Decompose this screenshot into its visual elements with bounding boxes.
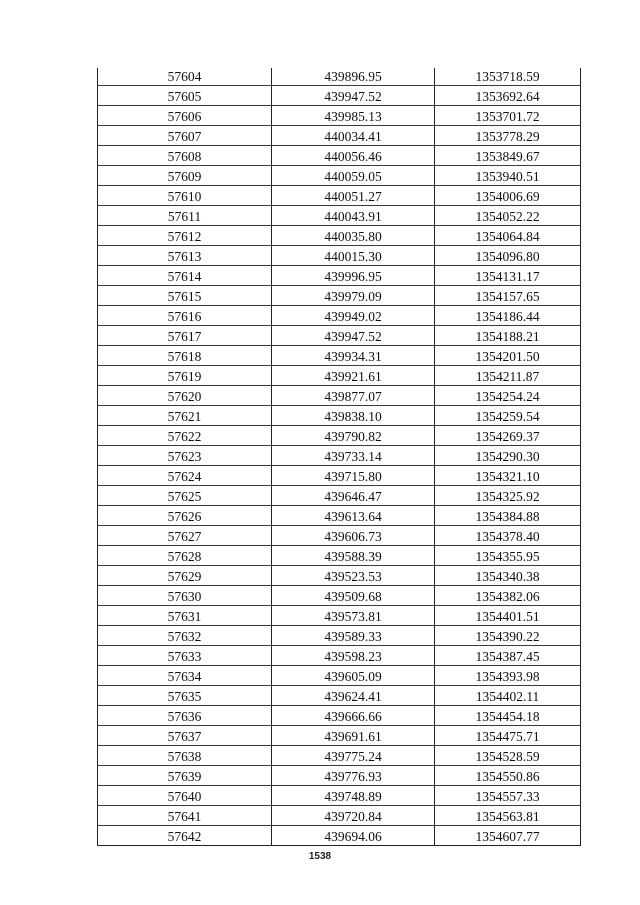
- table-row: [98, 506, 581, 526]
- table-row: [98, 326, 581, 346]
- x-coordinate-cell: [272, 506, 435, 526]
- cell-text: 439624.41: [324, 689, 382, 704]
- cell-text: 439748.89: [324, 789, 382, 804]
- x-coordinate-cell: [272, 366, 435, 386]
- cell-text: 1353701.72: [475, 109, 540, 124]
- y-coordinate-cell: [435, 266, 581, 286]
- table-row: [98, 586, 581, 606]
- table-row: [98, 126, 581, 146]
- cell-text: 57608: [167, 149, 202, 164]
- cell-text: 57634: [167, 669, 202, 684]
- cell-text: 57628: [167, 549, 202, 564]
- y-coordinate-cell: [435, 386, 581, 406]
- x-coordinate-cell: [272, 746, 435, 766]
- coordinate-table-body: [98, 68, 581, 846]
- table-row: [98, 186, 581, 206]
- y-coordinate-cell: [435, 446, 581, 466]
- cell-text: 57617: [167, 329, 202, 344]
- point-id-cell: [98, 166, 272, 186]
- cell-text: 57626: [167, 509, 202, 524]
- cell-text: 57618: [167, 349, 202, 364]
- point-id-cell: [98, 726, 272, 746]
- table-row: [98, 786, 581, 806]
- cell-text: 1354157.65: [475, 289, 540, 304]
- table-row: [98, 806, 581, 826]
- cell-text: 1354186.44: [475, 309, 540, 324]
- x-coordinate-cell: [272, 466, 435, 486]
- x-coordinate-cell: [272, 706, 435, 726]
- point-id-cell: [98, 226, 272, 246]
- cell-text: 1354321.10: [475, 469, 540, 484]
- x-coordinate-cell: [272, 586, 435, 606]
- cell-text: 57611: [167, 209, 202, 224]
- table-row: [98, 346, 581, 366]
- x-coordinate-cell: [272, 306, 435, 326]
- cell-text: 57606: [167, 109, 202, 124]
- cell-text: 439996.95: [324, 269, 382, 284]
- x-coordinate-cell: [272, 806, 435, 826]
- point-id-cell: [98, 386, 272, 406]
- table-row: [98, 226, 581, 246]
- y-coordinate-cell: [435, 686, 581, 706]
- cell-text: 439573.81: [324, 609, 382, 624]
- x-coordinate-cell: [272, 146, 435, 166]
- cell-text: 439588.39: [324, 549, 382, 564]
- point-id-cell: [98, 526, 272, 546]
- table-row: [98, 86, 581, 106]
- point-id-cell: [98, 106, 272, 126]
- x-coordinate-cell: [272, 68, 435, 86]
- x-coordinate-cell: [272, 246, 435, 266]
- cell-text: 440015.30: [324, 249, 382, 264]
- table-row: [98, 646, 581, 666]
- page-number: 1538: [308, 851, 332, 862]
- cell-text: 1354390.22: [475, 629, 540, 644]
- cell-text: 440035.80: [324, 229, 382, 244]
- table-row: [98, 686, 581, 706]
- cell-text: 439838.10: [324, 409, 382, 424]
- x-coordinate-cell: [272, 546, 435, 566]
- point-id-cell: [98, 306, 272, 326]
- y-coordinate-cell: [435, 366, 581, 386]
- x-coordinate-cell: [272, 106, 435, 126]
- x-coordinate-cell: [272, 606, 435, 626]
- cell-text: 439949.02: [324, 309, 382, 324]
- x-coordinate-cell: [272, 826, 435, 846]
- cell-text: 1354387.45: [475, 649, 540, 664]
- cell-text: 439979.09: [324, 289, 382, 304]
- point-id-cell: [98, 706, 272, 726]
- cell-text: 57612: [167, 229, 202, 244]
- table-row: [98, 766, 581, 786]
- y-coordinate-cell: [435, 246, 581, 266]
- cell-text: 57620: [167, 389, 202, 404]
- cell-text: 1354325.92: [475, 489, 540, 504]
- cell-text: 57616: [167, 309, 202, 324]
- cell-text: 439589.33: [324, 629, 382, 644]
- table-row: [98, 146, 581, 166]
- cell-text: 1354557.33: [475, 789, 540, 804]
- point-id-cell: [98, 366, 272, 386]
- cell-text: 57630: [167, 589, 202, 604]
- x-coordinate-cell: [272, 226, 435, 246]
- y-coordinate-cell: [435, 68, 581, 86]
- cell-text: 1354201.50: [475, 349, 540, 364]
- point-id-cell: [98, 68, 272, 86]
- cell-text: 440034.41: [324, 129, 382, 144]
- cell-text: 439720.84: [324, 809, 382, 824]
- cell-text: 1354290.30: [475, 449, 540, 464]
- table-row: [98, 286, 581, 306]
- y-coordinate-cell: [435, 306, 581, 326]
- cell-text: 1354340.38: [475, 569, 540, 584]
- point-id-cell: [98, 126, 272, 146]
- y-coordinate-cell: [435, 166, 581, 186]
- y-coordinate-cell: [435, 326, 581, 346]
- x-coordinate-cell: [272, 406, 435, 426]
- cell-text: 439691.61: [324, 729, 382, 744]
- cell-text: 439896.95: [324, 69, 382, 84]
- x-coordinate-cell: [272, 346, 435, 366]
- table-row: [98, 366, 581, 386]
- point-id-cell: [98, 206, 272, 226]
- table-row: [98, 266, 581, 286]
- cell-text: 1354528.59: [475, 749, 540, 764]
- y-coordinate-cell: [435, 766, 581, 786]
- table-row: [98, 426, 581, 446]
- x-coordinate-cell: [272, 286, 435, 306]
- x-coordinate-cell: [272, 686, 435, 706]
- cell-text: 57642: [167, 829, 202, 844]
- cell-text: 57624: [167, 469, 202, 484]
- y-coordinate-cell: [435, 146, 581, 166]
- x-coordinate-cell: [272, 126, 435, 146]
- table-row: [98, 166, 581, 186]
- cell-text: 1354550.86: [475, 769, 540, 784]
- cell-text: 439921.61: [324, 369, 382, 384]
- point-id-cell: [98, 626, 272, 646]
- point-id-cell: [98, 766, 272, 786]
- point-id-cell: [98, 786, 272, 806]
- x-coordinate-cell: [272, 786, 435, 806]
- y-coordinate-cell: [435, 706, 581, 726]
- point-id-cell: [98, 86, 272, 106]
- y-coordinate-cell: [435, 286, 581, 306]
- cell-text: 439733.14: [324, 449, 382, 464]
- cell-text: 1354211.87: [475, 369, 540, 384]
- cell-text: 439598.23: [324, 649, 382, 664]
- point-id-cell: [98, 406, 272, 426]
- y-coordinate-cell: [435, 86, 581, 106]
- table-row: [98, 606, 581, 626]
- x-coordinate-cell: [272, 666, 435, 686]
- cell-text: 1354269.37: [475, 429, 540, 444]
- cell-text: 57623: [167, 449, 202, 464]
- table-row: [98, 746, 581, 766]
- table-row: [98, 406, 581, 426]
- cell-text: 440051.27: [324, 189, 382, 204]
- table-row: [98, 626, 581, 646]
- x-coordinate-cell: [272, 566, 435, 586]
- x-coordinate-cell: [272, 446, 435, 466]
- cell-text: 57641: [167, 809, 202, 824]
- x-coordinate-cell: [272, 526, 435, 546]
- point-id-cell: [98, 346, 272, 366]
- cell-text: 57613: [167, 249, 202, 264]
- coordinate-table: [97, 68, 581, 846]
- point-id-cell: [98, 486, 272, 506]
- y-coordinate-cell: [435, 406, 581, 426]
- cell-text: 1354607.77: [475, 829, 540, 844]
- cell-text: 1353849.67: [475, 149, 540, 164]
- cell-text: 57607: [167, 129, 202, 144]
- x-coordinate-cell: [272, 186, 435, 206]
- table-row: [98, 826, 581, 846]
- y-coordinate-cell: [435, 566, 581, 586]
- x-coordinate-cell: [272, 326, 435, 346]
- cell-text: 57604: [167, 69, 202, 84]
- y-coordinate-cell: [435, 586, 581, 606]
- cell-text: 57639: [167, 769, 202, 784]
- table-row: [98, 546, 581, 566]
- table-row: [98, 666, 581, 686]
- table-row: [98, 486, 581, 506]
- cell-text: 57638: [167, 749, 202, 764]
- cell-text: 439947.52: [324, 329, 382, 344]
- cell-text: 57631: [167, 609, 202, 624]
- y-coordinate-cell: [435, 226, 581, 246]
- x-coordinate-cell: [272, 726, 435, 746]
- cell-text: 439523.53: [324, 569, 382, 584]
- cell-text: 439613.64: [324, 509, 382, 524]
- x-coordinate-cell: [272, 426, 435, 446]
- y-coordinate-cell: [435, 646, 581, 666]
- x-coordinate-cell: [272, 626, 435, 646]
- table-row: [98, 386, 581, 406]
- point-id-cell: [98, 326, 272, 346]
- point-id-cell: [98, 246, 272, 266]
- table-row: [98, 726, 581, 746]
- cell-text: 440043.91: [324, 209, 382, 224]
- cell-text: 439509.68: [324, 589, 382, 604]
- point-id-cell: [98, 586, 272, 606]
- cell-text: 1354378.40: [475, 529, 540, 544]
- x-coordinate-cell: [272, 766, 435, 786]
- cell-text: 440059.05: [324, 169, 382, 184]
- table-row: [98, 526, 581, 546]
- point-id-cell: [98, 686, 272, 706]
- x-coordinate-cell: [272, 386, 435, 406]
- y-coordinate-cell: [435, 626, 581, 646]
- cell-text: 1353940.51: [475, 169, 540, 184]
- x-coordinate-cell: [272, 86, 435, 106]
- cell-text: 57636: [167, 709, 202, 724]
- cell-text: 1354052.22: [475, 209, 540, 224]
- cell-text: 439947.52: [324, 89, 382, 104]
- cell-text: 1354096.80: [475, 249, 540, 264]
- y-coordinate-cell: [435, 186, 581, 206]
- y-coordinate-cell: [435, 606, 581, 626]
- x-coordinate-cell: [272, 166, 435, 186]
- point-id-cell: [98, 186, 272, 206]
- cell-text: 440056.46: [324, 149, 382, 164]
- point-id-cell: [98, 146, 272, 166]
- cell-text: 1353778.29: [475, 129, 540, 144]
- table-row: [98, 306, 581, 326]
- point-id-cell: [98, 286, 272, 306]
- point-id-cell: [98, 826, 272, 846]
- y-coordinate-cell: [435, 786, 581, 806]
- cell-text: 1354254.24: [475, 389, 540, 404]
- y-coordinate-cell: [435, 506, 581, 526]
- cell-text: 1354454.18: [475, 709, 540, 724]
- point-id-cell: [98, 566, 272, 586]
- cell-text: 439715.80: [324, 469, 382, 484]
- cell-text: 57614: [167, 269, 202, 284]
- cell-text: 57632: [167, 629, 202, 644]
- table-row: [98, 206, 581, 226]
- x-coordinate-cell: [272, 486, 435, 506]
- table-row: [98, 566, 581, 586]
- y-coordinate-cell: [435, 466, 581, 486]
- cell-text: 57629: [167, 569, 202, 584]
- y-coordinate-cell: [435, 126, 581, 146]
- cell-text: 1354401.51: [475, 609, 540, 624]
- point-id-cell: [98, 466, 272, 486]
- point-id-cell: [98, 446, 272, 466]
- cell-text: 1354064.84: [475, 229, 540, 244]
- point-id-cell: [98, 606, 272, 626]
- cell-text: 57610: [167, 189, 202, 204]
- cell-text: 439934.31: [324, 349, 382, 364]
- cell-text: 57640: [167, 789, 202, 804]
- y-coordinate-cell: [435, 106, 581, 126]
- point-id-cell: [98, 746, 272, 766]
- cell-text: 1354384.88: [475, 509, 540, 524]
- x-coordinate-cell: [272, 206, 435, 226]
- cell-text: 439666.66: [324, 709, 382, 724]
- cell-text: 1354006.69: [475, 189, 540, 204]
- y-coordinate-cell: [435, 346, 581, 366]
- y-coordinate-cell: [435, 666, 581, 686]
- point-id-cell: [98, 426, 272, 446]
- y-coordinate-cell: [435, 826, 581, 846]
- cell-text: 57619: [167, 369, 202, 384]
- cell-text: 1354563.81: [475, 809, 540, 824]
- cell-text: 57605: [167, 89, 202, 104]
- cell-text: 439694.06: [324, 829, 382, 844]
- cell-text: 439790.82: [324, 429, 382, 444]
- cell-text: 1354259.54: [475, 409, 540, 424]
- cell-text: 57622: [167, 429, 202, 444]
- cell-text: 439646.47: [324, 489, 382, 504]
- cell-text: 439776.93: [324, 769, 382, 784]
- cell-text: 57621: [167, 409, 202, 424]
- point-id-cell: [98, 806, 272, 826]
- cell-text: 1353718.59: [475, 69, 540, 84]
- cell-text: 57633: [167, 649, 202, 664]
- y-coordinate-cell: [435, 726, 581, 746]
- x-coordinate-cell: [272, 266, 435, 286]
- point-id-cell: [98, 506, 272, 526]
- y-coordinate-cell: [435, 806, 581, 826]
- point-id-cell: [98, 646, 272, 666]
- cell-text: 57627: [167, 529, 202, 544]
- cell-text: 1354131.17: [475, 269, 540, 284]
- cell-text: 1354355.95: [475, 549, 540, 564]
- table-row: [98, 446, 581, 466]
- y-coordinate-cell: [435, 486, 581, 506]
- cell-text: 439606.73: [324, 529, 382, 544]
- table-row: [98, 106, 581, 126]
- cell-text: 1354402.11: [475, 689, 540, 704]
- table-row: [98, 68, 581, 86]
- y-coordinate-cell: [435, 526, 581, 546]
- cell-text: 57637: [167, 729, 202, 744]
- table-row: [98, 246, 581, 266]
- cell-text: 1353692.64: [475, 89, 540, 104]
- y-coordinate-cell: [435, 426, 581, 446]
- point-id-cell: [98, 266, 272, 286]
- table-row: [98, 706, 581, 726]
- cell-text: 57625: [167, 489, 202, 504]
- cell-text: 439605.09: [324, 669, 382, 684]
- cell-text: 57615: [167, 289, 202, 304]
- cell-text: 1354382.06: [475, 589, 540, 604]
- cell-text: 1354393.98: [475, 669, 540, 684]
- cell-text: 439775.24: [324, 749, 382, 764]
- point-id-cell: [98, 546, 272, 566]
- y-coordinate-cell: [435, 746, 581, 766]
- cell-text: 439877.07: [324, 389, 382, 404]
- cell-text: 57609: [167, 169, 202, 184]
- cell-text: 57635: [167, 689, 202, 704]
- x-coordinate-cell: [272, 646, 435, 666]
- cell-text: 439985.13: [324, 109, 382, 124]
- cell-text: 1354188.21: [475, 329, 540, 344]
- table-row: [98, 466, 581, 486]
- y-coordinate-cell: [435, 206, 581, 226]
- y-coordinate-cell: [435, 546, 581, 566]
- point-id-cell: [98, 666, 272, 686]
- cell-text: 1354475.71: [475, 729, 540, 744]
